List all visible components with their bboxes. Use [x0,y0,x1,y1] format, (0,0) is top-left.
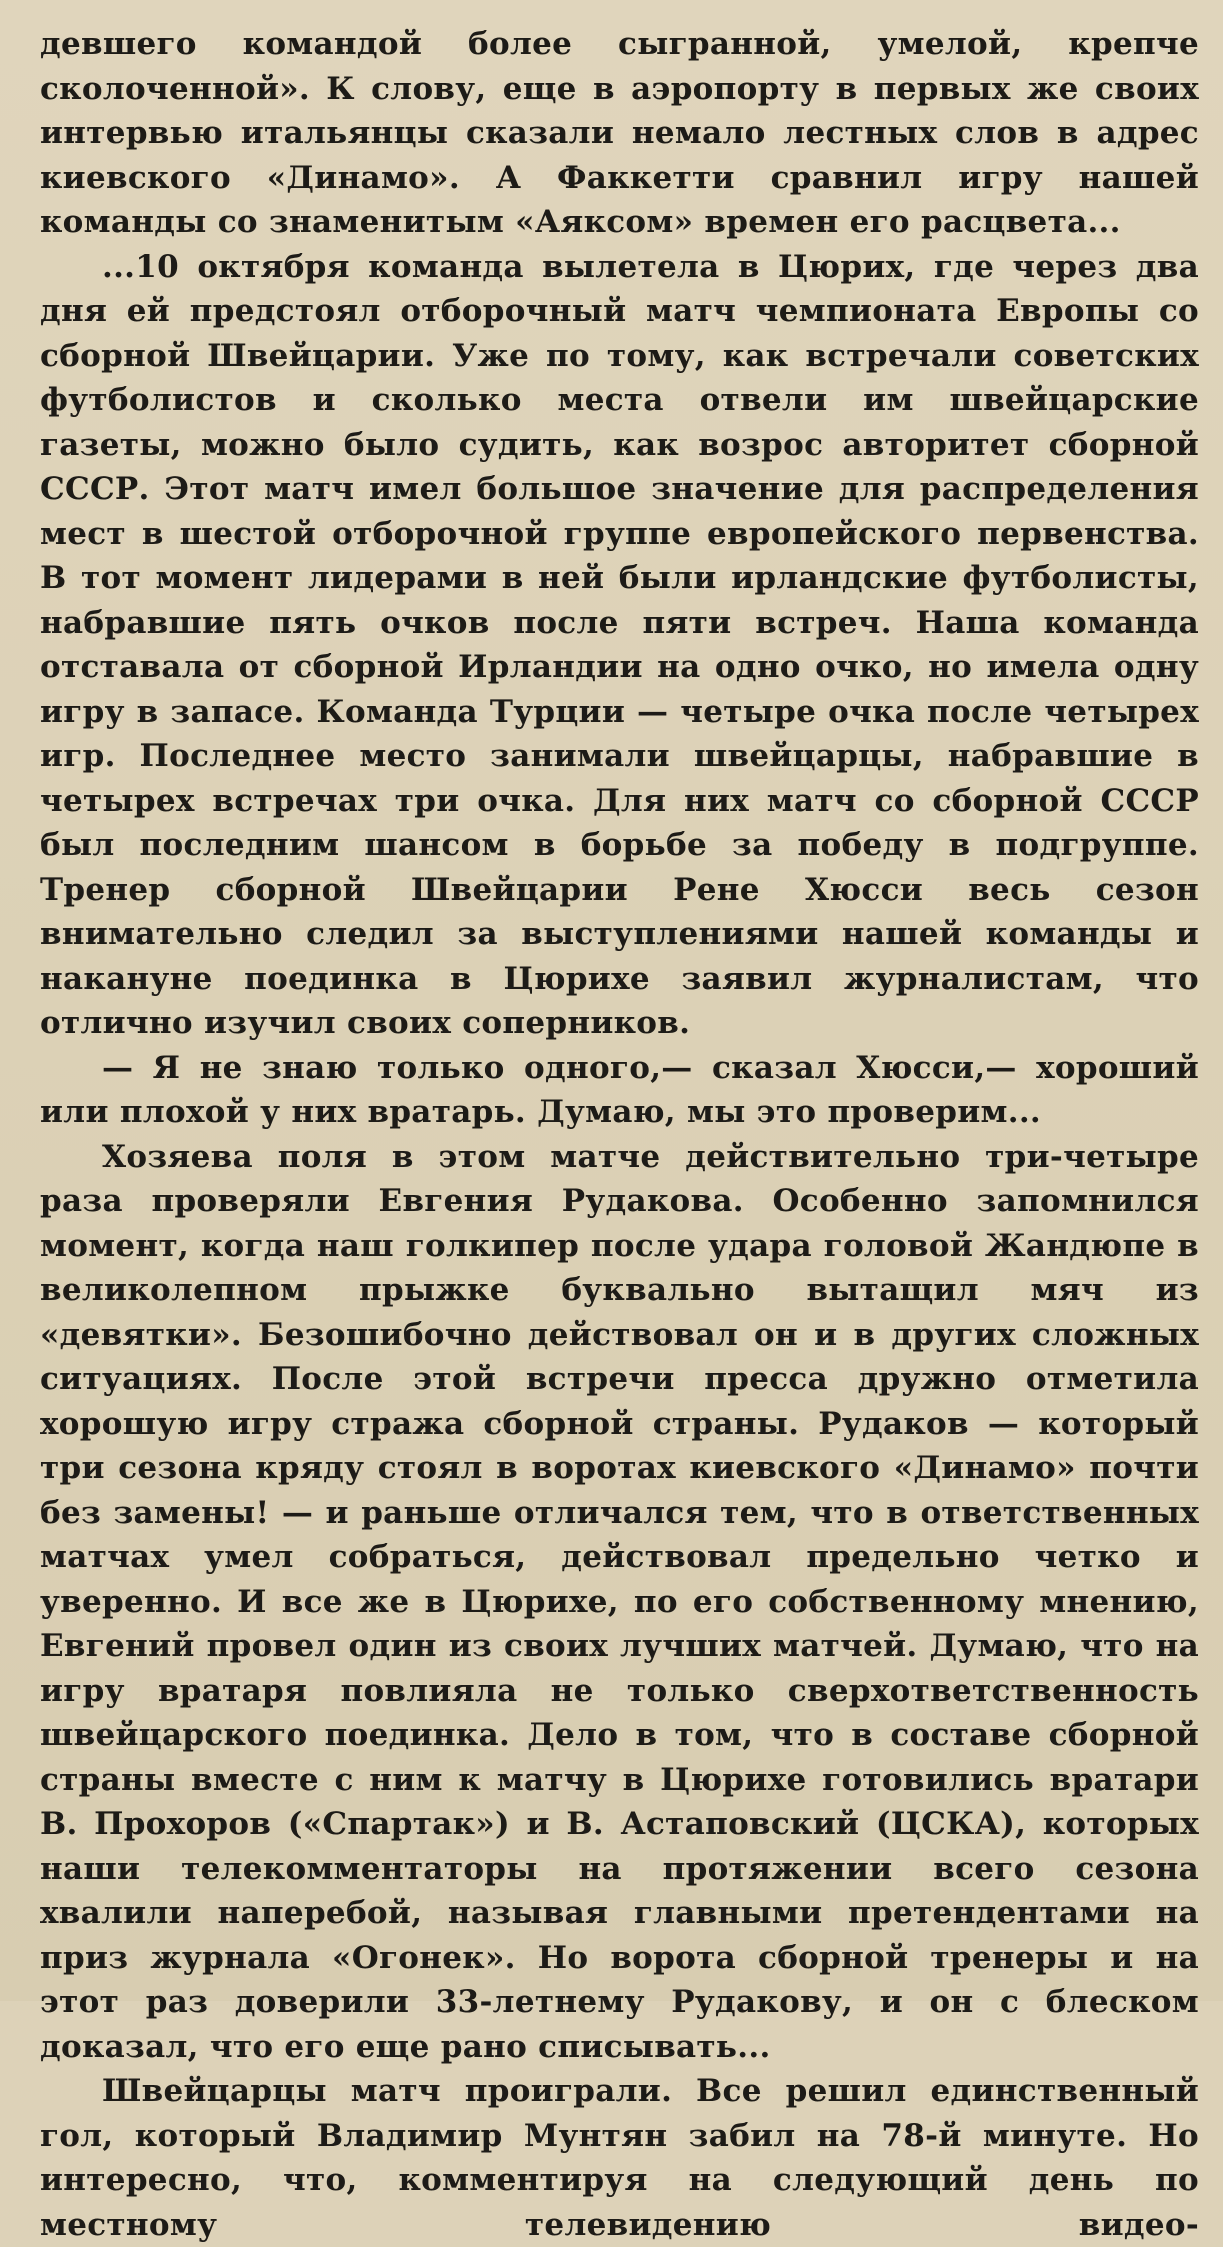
paragraph-1: девшего командой более сыгранной, умелой, крепче сколоченной». К слову, еще в аэропорту в первых же своих интервью итальянцы сказали немало лестных слов в адрес киевского «Динамо». А Факкетти сравнил игру нашей команды со знаменитым «Аяксом» времен его расцвета... [40,26,1199,240]
paragraph-4: Хозяева поля в этом матче действительно три-четыре раза проверяли Евгения Рудакова. Особенно запомнился момент, когда наш голкипер после удара головой Жандюпе в великолепном прыжке буквально вытащил мяч из «девятки». Безошибочно действовал он и в других сложных ситуациях. После этой встречи пресса дружно отметила хорошую игру стража сборной страны. Рудаков — который три сезона кряду стоял в воротах киевского «Динамо» почти без замены! — и раньше отличался тем, что в ответственных матчах умел собраться, действовал предельно четко и уверенно. И все же в Цюрихе, по его собственному мнению, Евгений провел один из своих лучших матчей. Думаю, что на игру вратаря повлияла не только сверхответственность швейцарского поединка. Дело в том, что в составе сборной страны вместе с ним к матчу в Цюрихе готовились вратари В. Прохоров («Спартак») и В. Астаповский (ЦСКА), которых наши телекомментаторы на протяжении всего сезона хвалили наперебой, называя главными претендентами на приз журнала «Огонек». Но ворота сборной тренеры и на этот раз доверили 33-летнему Рудакову, и он с блеском доказал, что его еще рано списывать... [40,1138,1199,2065]
paragraph-3: — Я не знаю только одного,— сказал Хюсси,— хороший или плохой у них вратарь. Думаю, мы это проверим... [40,1049,1199,1130]
paragraph-5: Швейцарцы матч проиграли. Все решил единственный гол, который Владимир Мунтян забил на 78-й минуте. Но интересно, что, комментируя на следующий день по местному телевидению видео- [40,2073,1199,2243]
paragraph-2: ...10 октября команда вылетела в Цюрих, где через два дня ей предстоял отборочный матч чемпионата Европы со сборной Швейцарии. Уже по тому, как встречали советских футболистов и сколько места отвели им швейцарские газеты, можно было судить, как возрос авторитет сборной СССР. Этот матч имел большое значение для распределения мест в шестой отборочной группе европейского первенства. В тот момент лидерами в ней были ирландские футболисты, набравшие пять очков после пяти встреч. Наша команда отставала от сборной Ирландии на одно очко, но имела одну игру в запасе. Команда Турции — четыре очка после четырех игр. Последнее место занимали швейцарцы, набравшие в четырех встречах три очка. Для них матч со сборной СССР был последним шансом в борьбе за победу в подгруппе. Тренер сборной Швейцарии Рене Хюсси весь сезон внимательно следил за выступлениями нашей команды и накануне поединка в Цюрихе заявил журналистам, что отлично изучил своих соперников. [40,248,1199,1041]
